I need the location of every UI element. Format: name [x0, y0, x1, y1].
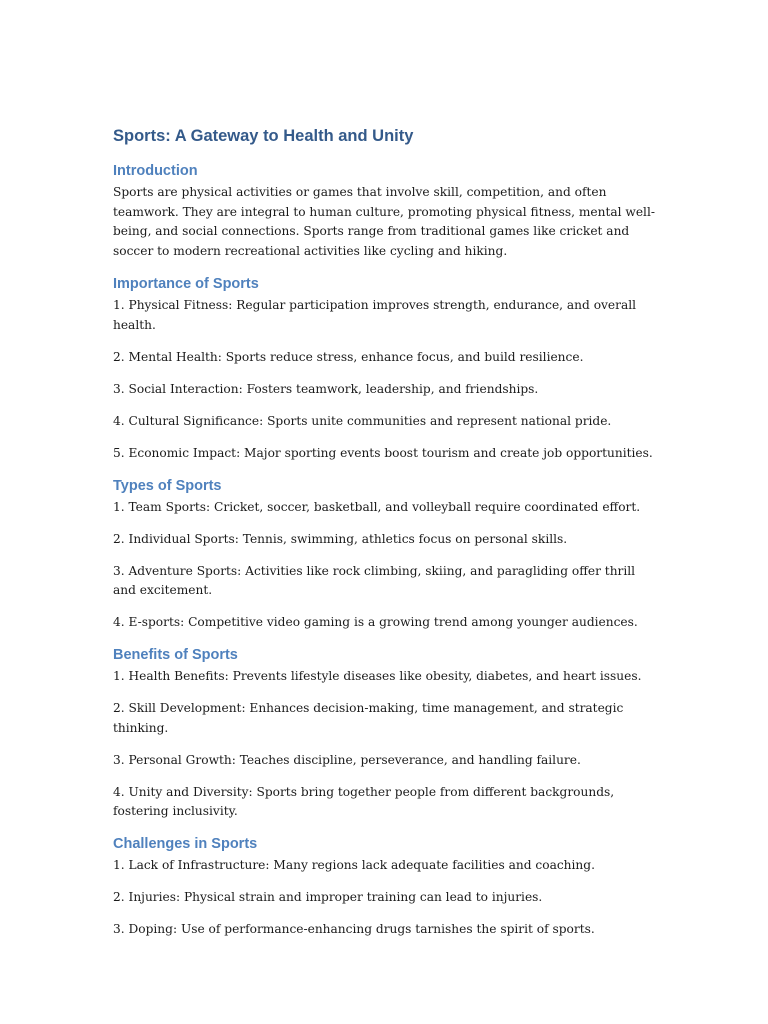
- section-challenges: [113, 834, 658, 940]
- section-introduction: [113, 161, 658, 261]
- section-heading: Importance of Sports: [113, 276, 259, 292]
- list-item: 5. Economic Impact: Major sporting events boost tourism and create job opportunities.: [113, 445, 653, 460]
- list-item: 2. Skill Development: Enhances decision-making, time management, and strategic thinking.: [113, 701, 624, 735]
- list-item: 1. Physical Fitness: Regular participation improves strength, endurance, and overall health.: [113, 298, 637, 332]
- list-item: 2. Individual Sports: Tennis, swimming, athletics focus on personal skills.: [113, 531, 568, 546]
- section-benefits: [113, 645, 658, 822]
- list-item: 2. Injuries: Physical strain and improper training can lead to injuries.: [113, 890, 543, 904]
- document-page: [113, 125, 658, 952]
- list-item: 2. Mental Health: Sports reduce stress, enhance focus, and build resilience.: [113, 349, 584, 364]
- list-item: 1. Lack of Infrastructure: Many regions lack adequate facilities and coaching.: [113, 858, 595, 872]
- list-item: 3. Social Interaction: Fosters teamwork, leadership, and friendships.: [113, 381, 539, 396]
- intro-paragraph: Sports are physical activities or games that involve skill, competition, and often teamwork. They are integral to human culture, promoting physical fitness, mental well-being, and social connections. Sports range from traditional games like cricket and soccer to modern recreational activities like cycling and hiking.: [113, 185, 655, 258]
- section-heading: Challenges in Sports: [113, 836, 258, 852]
- section-importance: [113, 274, 658, 463]
- list-item: 1. Health Benefits: Prevents lifestyle diseases like obesity, diabetes, and heart issues.: [113, 669, 642, 683]
- section-heading: Benefits of Sports: [113, 647, 238, 663]
- list-item: 4. E-sports: Competitive video gaming is a growing trend among younger audiences.: [113, 615, 638, 629]
- list-item: 4. Cultural Significance: Sports unite communities and represent national pride.: [113, 413, 612, 428]
- list-item: 3. Doping: Use of performance-enhancing drugs tarnishes the spirit of sports.: [113, 922, 595, 936]
- list-item: 1. Team Sports: Cricket, soccer, basketball, and volleyball require coordinated effort.: [113, 499, 641, 514]
- document-title: Sports: A Gateway to Health and Unity: [113, 127, 414, 145]
- section-heading: Introduction: [113, 163, 198, 179]
- list-item: 3. Adventure Sports: Activities like rock climbing, skiing, and paragliding offer thrill and excitement.: [113, 563, 636, 597]
- list-item: 3. Personal Growth: Teaches discipline, perseverance, and handling failure.: [113, 752, 581, 767]
- list-item: 4. Unity and Diversity: Sports bring together people from different backgrounds, fostering inclusivity.: [113, 784, 615, 818]
- section-heading: Types of Sports: [113, 477, 222, 494]
- section-types: [113, 476, 658, 633]
